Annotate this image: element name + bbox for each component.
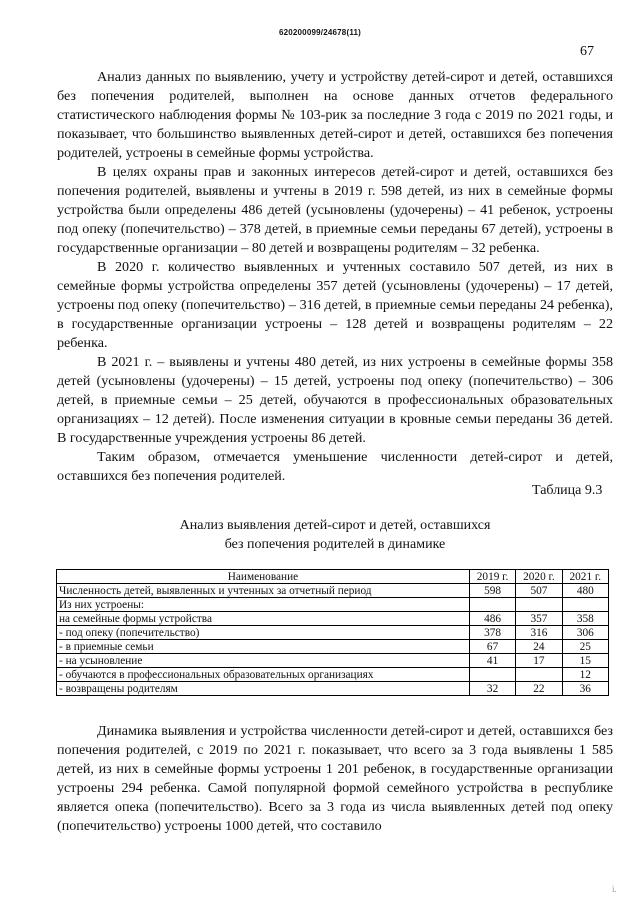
paragraph-2: В целях охраны прав и законных интересов детей-сирот и детей, оставшихся без попечения родителей, выявлены и учтены в 2019 г. 598 детей, из них в семейные формы устройства были определены 486 детей (усыновлены (удочерены) – 41 ребенок, устроены под опеку (попечительство) – 378 детей, в приемные семьи переданы 67 детей), устроены в государственные организации – 80 детей и возвращены родителям – 32 ребенка. [57, 164, 613, 256]
table-row [57, 654, 609, 668]
table-header-row [57, 570, 609, 584]
value-2019: 598 [469, 584, 515, 598]
row-label: - под опеку (попечительство) [57, 626, 470, 640]
page-number: 67 [580, 44, 594, 59]
value-2020: 17 [516, 654, 562, 668]
value-2021: 25 [562, 640, 608, 654]
row-label: на семейные формы устройства [57, 612, 470, 626]
value-2021: 306 [562, 626, 608, 640]
table-row [57, 598, 609, 612]
paragraph-3: В 2020 г. количество выявленных и учтенных составило 507 детей, из них в семейные формы устройства определены 357 детей (усыновлены (удочерены) – 17 детей, устроены под опеку (попечительство) – 316 детей, в приемные семьи переданы 24 ребенка), в государственные организации устроены – 128 детей и возвращены родителям – 22 ребенка. [57, 259, 613, 351]
table-row [57, 626, 609, 640]
table-row [57, 584, 609, 598]
value-2019: 486 [469, 612, 515, 626]
table-title [57, 516, 613, 554]
corner-mark: i. [612, 884, 617, 894]
value-2020 [516, 598, 562, 612]
table-title-line-2: без попечения родителей в динамике [224, 537, 446, 552]
statistics-table [56, 569, 609, 696]
value-2019 [469, 598, 515, 612]
value-2021: 358 [562, 612, 608, 626]
table-title-line-1: Анализ выявления детей-сирот и детей, оставшихся [179, 518, 491, 533]
row-label: - возвращены родителям [57, 682, 470, 696]
value-2019: 378 [469, 626, 515, 640]
row-label: Из них устроены: [57, 598, 470, 612]
paragraph-4: В 2021 г. – выявлены и учтены 480 детей, из них устроены в семейные формы 358 детей (усыновлены (удочерены) – 15 детей, устроены под опеку (попечительство) – 306 детей, в приемные семьи – 25 детей, обучаются в профессиональных образовательных организациях – 12 детей). После изменения ситуации в кровные семьи переданы 36 детей. В государственные учреждения устроены 86 детей. [57, 354, 613, 446]
row-label: - на усыновление [57, 654, 470, 668]
header-2020: 2020 г. [516, 570, 562, 584]
value-2020: 507 [516, 584, 562, 598]
value-2019: 32 [469, 682, 515, 696]
value-2019: 67 [469, 640, 515, 654]
body-text-after-table [57, 722, 613, 836]
table-row [57, 668, 609, 682]
document-id: 620200099/24678(11) [278, 28, 362, 37]
value-2019: 41 [469, 654, 515, 668]
table-row [57, 682, 609, 696]
paragraph-5: Таким образом, отмечается уменьшение численности детей-сирот и детей, оставшихся без попечения родителей. [57, 449, 613, 484]
header-2021: 2021 г. [562, 570, 608, 584]
value-2020: 316 [516, 626, 562, 640]
paragraph-1: Анализ данных по выявлению, учету и устройству детей-сирот и детей, оставшихся без попечения родителей, выполнен на основе данных отчетов федерального статистического наблюдения формы № 103-рик за последние 3 года с 2019 по 2021 годы, и показывает, что большинство выявленных детей-сирот и детей, оставшихся без попечения родителей, устроены в семейные формы устройства. [57, 69, 613, 161]
value-2019 [469, 668, 515, 682]
table-row [57, 640, 609, 654]
value-2020: 24 [516, 640, 562, 654]
value-2021 [562, 598, 608, 612]
value-2021: 480 [562, 584, 608, 598]
header-2019: 2019 г. [469, 570, 515, 584]
value-2020: 357 [516, 612, 562, 626]
value-2020: 22 [516, 682, 562, 696]
value-2021: 12 [562, 668, 608, 682]
table-row [57, 612, 609, 626]
row-label: - обучаются в профессиональных образовательных организациях [57, 668, 470, 682]
row-label: - в приемные семьи [57, 640, 470, 654]
row-label: Численность детей, выявленных и учтенных за отчетный период [57, 584, 470, 598]
header-name: Наименование [57, 570, 470, 584]
value-2020 [516, 668, 562, 682]
paragraph-6: Динамика выявления и устройства численности детей-сирот и детей, оставшихся без попечения родителей, с 2019 по 2021 г. показывает, что всего за 3 года выявлены 1 585 детей, из них в семейные формы устроены 1 201 ребенок, в государственные организации устроены 294 ребенка. Самой популярной формой семейного устройства в республике является опека (попечительство). Всего за 3 года из числа выявленных детей под опеку (попечительство) устроены 1000 детей, что составило [57, 723, 613, 834]
value-2021: 36 [562, 682, 608, 696]
value-2021: 15 [562, 654, 608, 668]
body-text [57, 68, 613, 486]
table-label: Таблица 9.3 [532, 483, 603, 498]
